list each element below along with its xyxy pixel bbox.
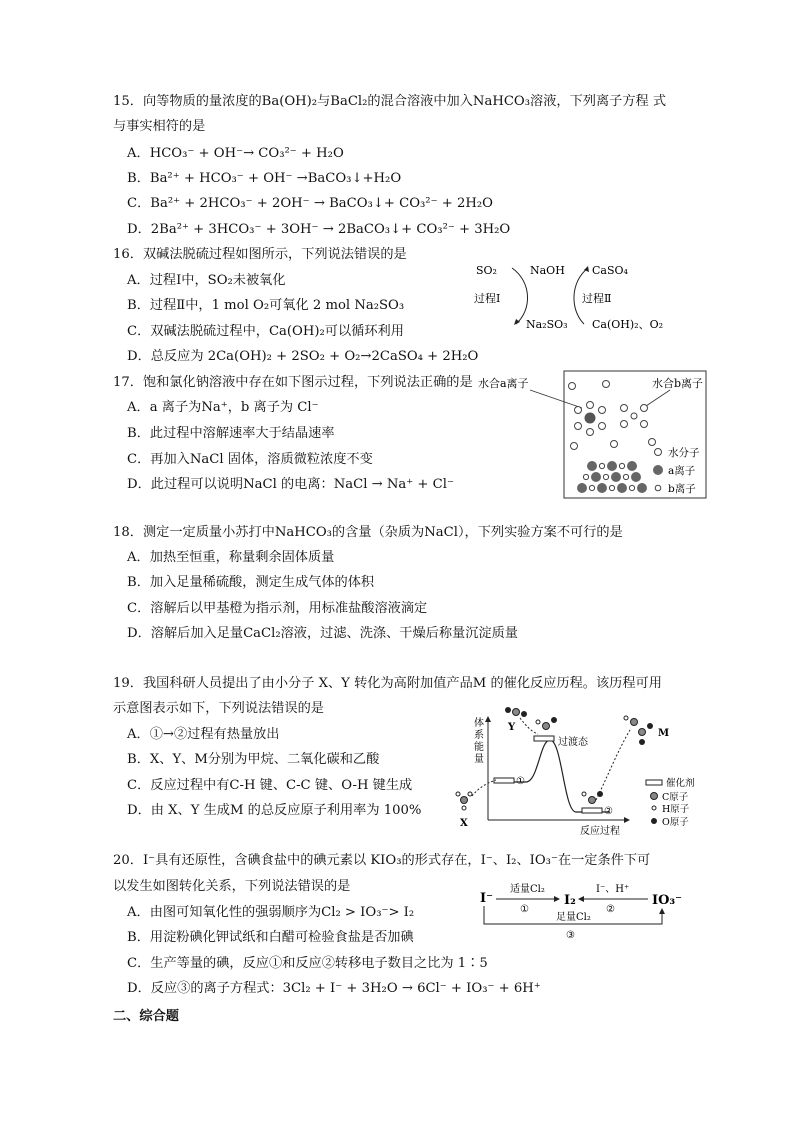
q20-fig-r3-label: 足量Cl₂ [556, 912, 591, 923]
q20-fig-r1-label: 适量Cl₂ [510, 884, 545, 895]
q18-option-c: C．溶解后以甲基橙为指示剂，用标准盐酸溶液滴定 [127, 601, 428, 616]
q19-yaxis-1: 系 [474, 730, 484, 741]
q19-catalyst-2 [582, 808, 602, 813]
q16-option-c: C．双碱法脱硫过程中，Ca(OH)₂可以循环利用 [127, 324, 404, 339]
q20-arrowhead-2 [578, 896, 584, 902]
q18-option-b: B．加入足量稀硫酸，测定生成气体的体积 [127, 575, 375, 590]
q16-fig-naoh: NaOH [530, 264, 565, 277]
q16-fig-caso4: CaSO₄ [592, 264, 628, 277]
q17-b-ion [631, 413, 637, 419]
q19-option-d: D．由 X、Y 生成M 的总反应原子利用率为 100% [127, 803, 422, 818]
q17-legend-a-icon [653, 465, 663, 475]
q19-yaxis-0: 体 [474, 718, 484, 729]
q19-arrow-y [520, 718, 538, 734]
q16-fig-process1: 过程Ⅰ [474, 292, 501, 305]
q19-yaxis-2: 能 [474, 742, 484, 753]
q15-stem-line2: 与事实相符的是 [113, 119, 206, 134]
q20-stem-line2: 以发生如图转化关系，下列说法错误的是 [113, 879, 351, 894]
q19-catalyst-ts [534, 736, 554, 741]
q18-stem: 18．测定一定质量小苏打中NaHCO₃的含量（杂质为NaCl），下列实验方案不可行的是 [113, 525, 623, 540]
q16-fig-process2: 过程Ⅱ [582, 292, 612, 305]
q16-fig-so2: SO₂ [476, 264, 497, 277]
q20-iodine-diagram [476, 880, 696, 948]
q20-stem-line1: 20．I⁻具有还原性，含碘食盐中的碘元素以 KIO₃的形式存在，I⁻、I₂、IO₃⁻在一定条件下可 [113, 853, 651, 868]
q20-fig-iminus: I⁻ [480, 891, 493, 906]
q19-molecule-y [505, 707, 527, 717]
q19-legend-c-icon [651, 793, 658, 800]
q16-option-b: B．过程Ⅱ中，1 mol O₂可氧化 2 mol Na₂SO₃ [127, 298, 405, 313]
q20-fig-r1: ① [520, 904, 529, 915]
q19-label-x: X [460, 818, 468, 829]
q19-molecule-m [624, 716, 653, 745]
q19-molecule-ts [536, 717, 557, 730]
q19-molecule-x [456, 792, 472, 810]
q15-option-b: B．Ba²⁺ + HCO₃⁻ + OH⁻ →BaCO₃↓+H₂O [127, 171, 402, 186]
q19-legend-h-icon [652, 806, 656, 810]
q17-stem: 17．饱和氯化钠溶液中存在如下图示过程，下列说法正确的是 [113, 375, 473, 390]
q17-option-b: B．此过程中溶解速率大于结晶速率 [127, 426, 335, 441]
q15-option-a: A．HCO₃⁻ + OH⁻→ CO₃²⁻ + H₂O [127, 146, 344, 161]
q19-molecule-2 [582, 791, 603, 804]
q16-arc-1 [512, 268, 528, 324]
q19-energy-diagram [450, 700, 700, 836]
q20-arrowhead-1 [554, 896, 560, 902]
q17-legend-water: 水分子 [668, 447, 700, 459]
q19-transition-state: 过渡态 [558, 737, 588, 748]
q20-arrowhead-3 [659, 908, 665, 914]
q19-arrow-m [596, 730, 630, 800]
q19-state-1: ① [516, 776, 525, 787]
q19-xaxis-label: 反应过程 [580, 826, 620, 836]
q17-option-a: A．a 离子为Na⁺，b 离子为 Cl⁻ [127, 400, 319, 415]
q19-stem-line2: 示意图表示如下，下列说法错误的是 [113, 701, 324, 716]
q17-legend-a: a离子 [668, 465, 696, 477]
q20-fig-r2-label: I⁻、H⁺ [596, 884, 630, 895]
q17-option-d: D．此过程可以说明NaCl 的电离：NaCl → Na⁺ + Cl⁻ [127, 477, 454, 492]
q15-stem-line1: 15．向等物质的量浓度的Ba(OH)₂与BaCl₂的混合溶液中加入NaHCO₃溶液，下列离子方程 式 [113, 94, 667, 109]
q16-option-a: A．过程Ⅰ中，SO₂未被氧化 [127, 273, 286, 288]
q20-fig-r3: ③ [566, 930, 575, 941]
q19-label-m: M [658, 728, 670, 739]
q19-stem-line1: 19．我国科研人员提出了由小分子 X、Y 转化为高附加值产品M 的催化反应历程。该历程可用 [113, 676, 662, 691]
q17-fig-hydrated-a: 水合a离子 [478, 377, 529, 390]
q16-fig-na2so3: Na₂SO₃ [526, 318, 568, 331]
q20-fig-r2: ② [606, 904, 615, 915]
q20-option-c: C．生产等量的碘，反应①和反应②转移电子数目之比为 1∶5 [127, 956, 488, 971]
q15-option-c: C．Ba²⁺ + 2HCO₃⁻ + 2OH⁻ → BaCO₃↓+ CO₃²⁻ + 2H₂O [127, 196, 493, 211]
q17-legend-b-icon [655, 485, 661, 491]
q18-option-d: D．溶解后加入足量CaCl₂溶液，过滤、洗涤、干燥后称量沉淀质量 [127, 626, 518, 641]
q20-option-b: B．用淀粉碘化钾试纸和白醋可检验食盐是否加碘 [127, 930, 414, 945]
q19-y-arrow [485, 716, 491, 722]
q20-option-d: D．反应③的离子方程式：3Cl₂ + I⁻ + 3H₂O → 6Cl⁻ + IO₃⁻ + 6H⁺ [127, 981, 541, 996]
q20-fig-io3: IO₃⁻ [652, 893, 682, 908]
q16-option-d: D．总反应为 2Ca(OH)₂ + 2SO₂ + O₂→2CaSO₄ + 2H₂O [127, 349, 479, 364]
q19-option-c: C．反应过程中有C-H 键、C-C 键、O-H 键生成 [127, 778, 413, 793]
q19-option-b: B．X、Y、M分别为甲烷、二氧化碳和乙酸 [127, 752, 380, 767]
q16-cycle-diagram [470, 258, 670, 336]
q19-legend-o: O原子 [662, 817, 689, 828]
q17-fig-hydrated-b: 水合b离子 [652, 377, 704, 390]
q18-option-a: A．加热至恒重，称量剩余固体质量 [127, 550, 335, 565]
q17-dissolution-diagram [474, 366, 714, 502]
q19-x-arrow [624, 817, 630, 823]
q16-arrowhead-1 [514, 319, 520, 325]
q19-state-2: ② [604, 806, 613, 817]
q19-arrow-x [472, 780, 496, 796]
q19-option-a: A．①→②过程有热量放出 [127, 727, 280, 742]
q19-legend-o-icon [651, 818, 657, 824]
q17-legend-water-icon [655, 449, 662, 456]
q15-option-d: D．2Ba²⁺ + 3HCO₃⁻ + 3OH⁻ → 2BaCO₃↓+ CO₃²⁻ + 3H₂O [127, 222, 511, 237]
q17-a-ion [585, 413, 596, 424]
q17-legend-b: b离子 [668, 483, 696, 495]
q19-legend-cat: 催化剂 [666, 778, 695, 789]
q19-legend-h: H原子 [662, 804, 690, 815]
q19-yaxis-3: 量 [474, 754, 484, 765]
q19-legend-cat-icon [646, 780, 662, 785]
section-heading: 二、综合题 [113, 1009, 179, 1024]
q20-option-a: A．由图可知氧化性的强弱顺序为Cl₂ > IO₃⁻> I₂ [127, 905, 415, 920]
q16-fig-caoh2-o2: Ca(OH)₂、O₂ [592, 318, 664, 331]
q16-stem: 16．双碱法脱硫过程如图所示，下列说法错误的是 [113, 247, 407, 262]
q19-label-y: Y [508, 722, 516, 733]
q19-catalyst-1 [494, 778, 514, 783]
q20-fig-i2: I₂ [564, 893, 576, 908]
q17-option-c: C．再加入NaCl 固体，溶质微粒浓度不变 [127, 452, 373, 467]
q19-legend-c: C原子 [662, 792, 689, 803]
